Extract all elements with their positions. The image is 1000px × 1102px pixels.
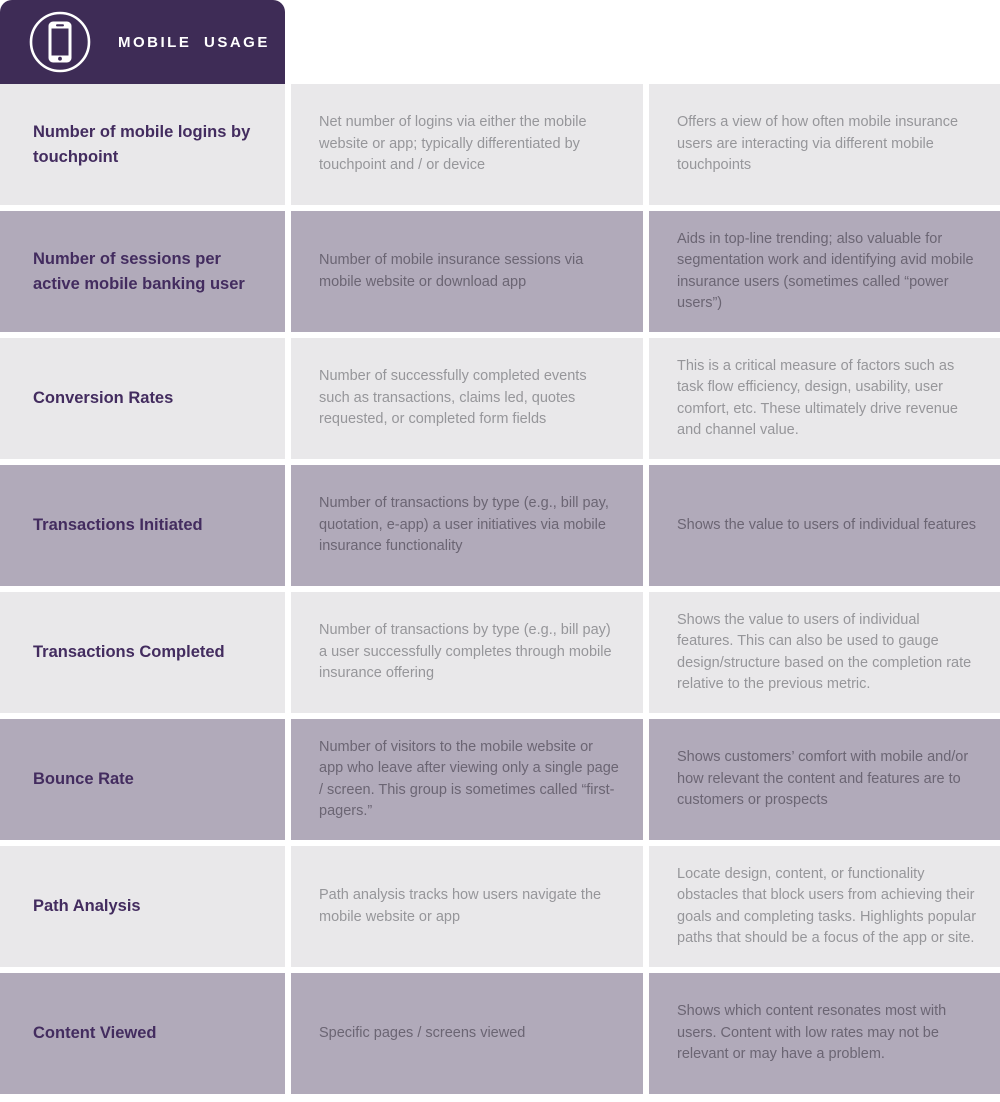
table-row <box>0 719 1000 840</box>
table-row <box>0 465 1000 586</box>
metric-insight: This is a critical measure of factors such as task flow efficiency, design, usability, user comfort, etc. These ultimately drive revenue and channel value. <box>649 338 1000 459</box>
metric-insight: Shows customers’ comfort with mobile and/or how relevant the content and features are to customers or prospects <box>649 719 1000 840</box>
table-row <box>0 338 1000 459</box>
metric-description: Specific pages / screens viewed <box>291 973 643 1094</box>
metric-insight: Shows the value to users of individual features <box>649 465 1000 586</box>
metric-description: Number of visitors to the mobile website or app who leave after viewing only a single page / screen. This group is sometimes called “first-pagers.” <box>291 719 643 840</box>
metric-insight: Aids in top-line trending; also valuable for segmentation work and identifying avid mobile insurance users (sometimes called “power users”) <box>649 211 1000 332</box>
smartphone-icon <box>28 10 92 74</box>
table-row <box>0 973 1000 1094</box>
metric-name: Number of sessions per active mobile banking user <box>0 211 285 332</box>
metric-name: Bounce Rate <box>0 719 285 840</box>
metric-description: Number of transactions by type (e.g., bill pay, quotation, e-app) a user initiatives via mobile insurance functionality <box>291 465 643 586</box>
metric-description: Number of transactions by type (e.g., bill pay) a user successfully completes through mobile insurance offering <box>291 592 643 713</box>
metric-name: Conversion Rates <box>0 338 285 459</box>
metric-description: Number of successfully completed events such as transactions, claims led, quotes requested, or completed form fields <box>291 338 643 459</box>
table-row <box>0 211 1000 332</box>
metric-insight: Shows the value to users of individual features. This can also be used to gauge design/structure based on the completion rate relative to the previous metric. <box>649 592 1000 713</box>
metric-insight: Locate design, content, or functionality obstacles that block users from achieving their goals and completing tasks. Highlights popular paths that should be a focus of the app or site. <box>649 846 1000 967</box>
metric-insight: Offers a view of how often mobile insurance users are interacting via different mobile touchpoints <box>649 84 1000 205</box>
table-row <box>0 84 1000 205</box>
metrics-table <box>0 84 1000 1094</box>
metric-description: Net number of logins via either the mobile website or app; typically differentiated by touchpoint and / or device <box>291 84 643 205</box>
metric-description: Number of mobile insurance sessions via mobile website or download app <box>291 211 643 332</box>
metric-name: Transactions Initiated <box>0 465 285 586</box>
metric-name: Number of mobile logins by touchpoint <box>0 84 285 205</box>
section-title: MOBILE USAGE <box>118 33 270 51</box>
table-row <box>0 846 1000 967</box>
metric-name: Content Viewed <box>0 973 285 1094</box>
metric-insight: Shows which content resonates most with users. Content with low rates may not be relevant or may have a problem. <box>649 973 1000 1094</box>
section-header <box>0 0 285 84</box>
metric-name: Path Analysis <box>0 846 285 967</box>
table-row <box>0 592 1000 713</box>
metric-name: Transactions Completed <box>0 592 285 713</box>
metric-description: Path analysis tracks how users navigate the mobile website or app <box>291 846 643 967</box>
